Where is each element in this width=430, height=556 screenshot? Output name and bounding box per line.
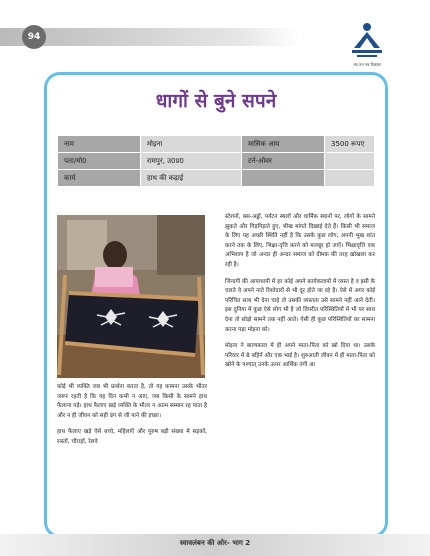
paragraph: मोइना ने बाल्यकाल में ही अपने माता-पिता को खो दिया था। उसके परिवार में 8 बहिनें और एक भाई है। शुरुआती जीवन में ही माता-पिता को खोने के पश्चात् उनके ऊपर आर्थिक तंगी आ (225, 343, 375, 369)
footer-title: स्वावलंबन की ओर- भाग 2 (179, 539, 251, 547)
emblem-logo-icon (350, 22, 384, 62)
income-label: मासिक आय (242, 136, 325, 153)
paragraph: हाथ फैलाए खड़े ऐसे बच्चे, महिलाएँ और पुरुष बड़ी संख्या में सड़कों, रास्तों, चौराहों, रेलवे (57, 429, 207, 445)
table-row (58, 153, 375, 170)
paragraph: स्टेशनों, बस-अड्डों, पर्यटन स्थलों और धार्मिक स्थानों पर, लोगों के सामने झुकते और गिड़गिड़ाते हुए, भीख मांगते दिखाई देते हैं। किसी भी समाज के लिए यह अच्छी स्थिति नहीं है कि उसके कुछ लोग, अपनी भूख शांत करने तक के लिए, भिक्षा-वृत्ति करने को मजबूर हो जाएँ। भिक्षावृत्ति एक अभिशाप है जो अन्दर ही अन्दर समाज को दीमक की तरह खोखला कर रही है। (225, 214, 375, 268)
name-value: मोइना (141, 136, 242, 153)
income-value: 3500 रूपए (325, 136, 375, 153)
table-row (58, 170, 375, 187)
work-label: कार्य (58, 170, 141, 187)
right-column-text (225, 213, 375, 378)
paragraph: जिन्दगी की आपाधापी में हर कोई अपने कार्यकलापों में व्यस्त है व इसी के चलते वे अपने नाते रिश्तेदारों से भी दूर होते जा रहे है। ऐसे में अगर कोई परिचित साथ भी देना चाहे तो उसकी व्यस्तता उसे सामने नहीं आने देती। इस दुनिया में कुछ ऐसे लोग भी है जो विपरीत परिस्थितियों में भी पर साथ देना तो छोड़ो सामने तक नहीं आते। ऐसी ही कुछ परिस्थितियों का सामना करना पड़ा मोइना को। (225, 278, 375, 333)
profile-table (57, 135, 375, 187)
page-number: 94 (22, 25, 46, 49)
page-title: धागों से बुने सपने (155, 90, 277, 112)
paragraph: कोई भी व्यक्ति जब भी प्रार्थना करता है, तो यह कामना उसके भीतर जरूर रहती है कि यह दिन कभी न आए, जब किसी के सामने हाथ फैलाना पड़े। हाथ फैलाए खड़े व्यक्ति के भीतर न आत्म सम्मान रह पाता है और न ही जीवन को सही ढंग से जी पाने की इच्छा। (57, 384, 207, 419)
name-label: नाम (58, 136, 141, 153)
embroidery-photo (57, 215, 205, 378)
work-value: हाथ की कढ़ाई (141, 170, 242, 187)
logo-caption: नव तत नव विकास (353, 62, 381, 67)
address-value: रामपुर, उ0प्र0 (141, 153, 242, 170)
turnover-label: टर्न-ओवर (242, 153, 325, 170)
left-column-text (57, 383, 207, 455)
address-label: पता/मो0 (58, 153, 141, 170)
footer-bar (0, 534, 430, 556)
turnover-value (325, 153, 375, 170)
story-panel (44, 72, 388, 538)
table-row (58, 136, 375, 153)
